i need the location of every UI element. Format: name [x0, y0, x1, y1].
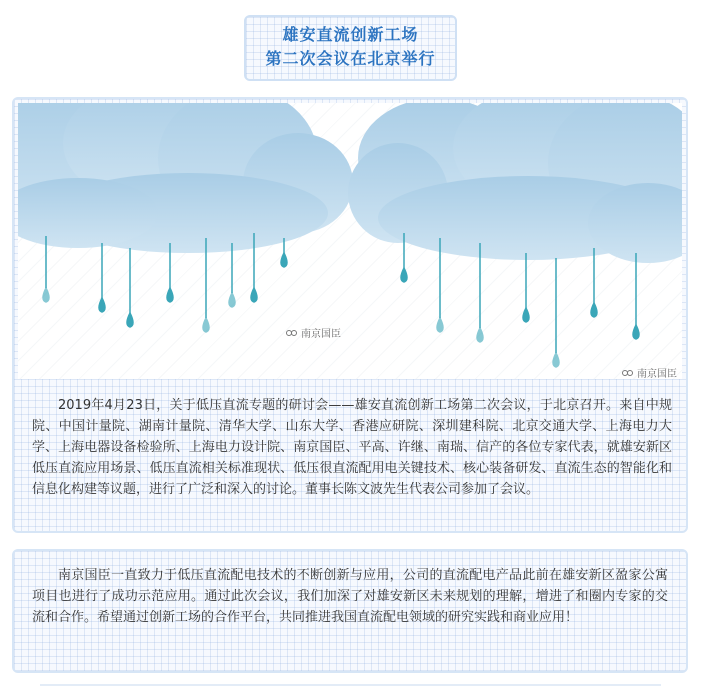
right-cloud — [348, 103, 682, 263]
title-box — [244, 15, 457, 81]
title-line-2: 第二次会议在北京举行 — [265, 49, 436, 68]
rain-clouds-image — [18, 103, 682, 379]
watermark-logo-2 — [622, 365, 677, 380]
watermark-text: 南京国臣 — [637, 369, 677, 380]
rain-cloud-illustration — [18, 103, 682, 379]
watermark-logo — [286, 325, 341, 340]
paragraph-2: 南京国臣一直致力于低压直流配电技术的不断创新与应用，公司的直流配电产品此前在雄安新区盈家公寓项目也进行了成功示范应用。通过此次会议，我们加深了对雄安新区未来规划的理解，增进了和圈内专家的交流和合作。希望通过创新工场的合作平台，共同推进我国直流配电领域的研究实践和商业应用！ — [32, 568, 668, 625]
summary-panel — [12, 549, 688, 673]
left-cloud — [18, 103, 353, 253]
paragraph-1: 2019年4月23日，关于低压直流专题的研讨会——雄安直流创新工场第二次会议，于北京召开。来自中规院、中国计量院、湖南计量院、清华大学、山东大学、香港应研院、深圳建科院、北京交通大学、上海电力大学、上海电器设备检验所、上海电力设计院、南京国臣、平高、许继、南瑞、信产的各位专家代表，就雄安新区低压直流应用场景、低压直流相关标准现状、低压很直流配用电关键技术、核心装备研发、直流生态的智能化和信息化构建等议题，进行了广泛和深入的讨论。董事长陈文波先生代表公司参加了会议。 — [32, 398, 672, 497]
article-panel — [12, 97, 688, 533]
watermark-icon — [622, 369, 634, 377]
title-line-1: 雄安直流创新工场 — [282, 25, 419, 44]
watermark-icon — [286, 329, 298, 337]
watermark-text: 南京国臣 — [301, 329, 341, 340]
bottom-divider — [40, 684, 661, 686]
